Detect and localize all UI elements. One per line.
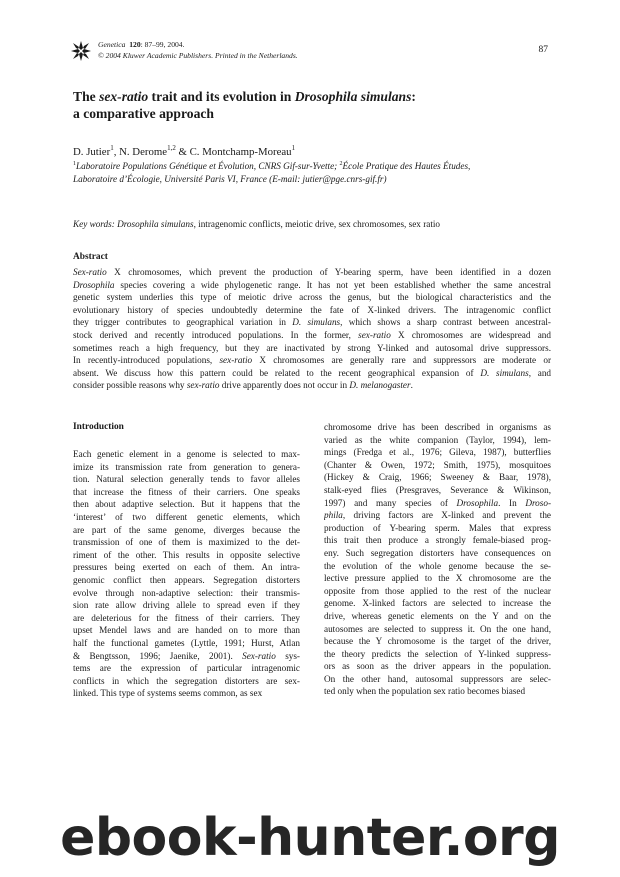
journal-name: Genetica — [98, 40, 126, 49]
text-line: the theory predicts the selection of Y-linked suppress- — [324, 648, 551, 659]
affiliations: $^1$Laboratoire Populations Génétique et Évolution, CNRS Gif-sur-Yvette; $^2$École Pratique des Hautes Études, Laboratoire d’Écologie, Université Paris VI, France (E-mail: jutier@pge.cnrs-gif.fr) — [73, 161, 471, 184]
text-line: varied as the white companion (Taylor, 1994), lem- — [324, 434, 551, 445]
text-line: tion. Natural selection generally tends to favor alleles — [73, 474, 300, 485]
text-line: half the functional gametes (Lyttle, 1991; Hurst, Atlan — [73, 637, 300, 648]
text-line: autosomes are selected to suppress it. On the one hand, — [324, 623, 551, 634]
introduction-heading: Introduction — [73, 422, 124, 432]
text-line: they trigger contributes to geographical variation in D. simulans, which shows a sharp contrast between ancestral- — [73, 317, 551, 328]
text-line: are deleterious for the fitness of their carriers. They — [73, 612, 300, 623]
publisher-logo-icon — [70, 40, 92, 62]
text-line: Drosophila species covering a wide phylogenetic range. It has not yet been established whether the same ancestral — [73, 279, 551, 290]
text-line: the evolution of the whole genome because the se- — [324, 560, 551, 571]
journal-pages: : 87–99, 2004. — [140, 40, 185, 49]
text-line: riment of the other. This results in opposite selective — [73, 549, 300, 560]
text-line: ted only when the population sex ratio becomes biased — [324, 686, 526, 697]
text-line: genomic conflict then appears. Segregation distorters — [73, 574, 300, 585]
text-line: ors as soon as the driver appears in the population. — [324, 661, 551, 672]
introduction-left-column — [73, 448, 300, 700]
text-line: On the other hand, autosomal suppressors are selec- — [324, 673, 551, 684]
article-title: The sex-ratio trait and its evolution in Drosophila simulans: a comparative approach — [73, 89, 416, 121]
text-line: Sex-ratio X chromosomes, which prevent the production of Y-bearing sperm, have been identified in a dozen — [73, 267, 551, 277]
text-line: 1997) and many species of Drosophila. In Droso- — [324, 497, 551, 508]
text-line: sometimes reach a high frequency, but they are inactivated by strong Y-linked and autosomal drive suppressors. — [73, 342, 551, 353]
text-line: genetic system underlies this type of meiotic drive across the genus, but the biological characteristics and the — [73, 292, 551, 303]
author-list: D. Jutier$^1$, N. Derome$^{1,2}$ & C. Montchamp-Moreau$^1$ — [73, 144, 296, 158]
text-line: because the Y chromosome is the target of the driver, — [324, 636, 551, 647]
watermark-text: ebook-hunter.org — [60, 808, 560, 868]
text-line: genome. X-linked factors are selected to increase the — [324, 598, 551, 609]
text-line: tems are the expression of particular intragenomic — [73, 663, 300, 674]
text-line: eny. Such segregation distorters have consequences on — [324, 547, 551, 558]
text-line: then about adaptive selection. But it happens that the — [73, 499, 300, 510]
text-line: mings (Fredga et al., 1976; Gileva, 1987), butterflies — [324, 447, 551, 458]
keywords: Key words: Drosophila simulans, intragenomic conflicts, meiotic drive, sex chromosomes, sex ratio — [73, 219, 441, 229]
copyright-line: © 2004 Kluwer Academic Publishers. Printed in the Netherlands. — [98, 50, 298, 60]
text-line: are part of the same genome, diverges because the — [73, 524, 300, 535]
text-line: phila, driving factors are X-linked and prevent the — [324, 510, 551, 521]
text-line: pressures being exerted on each of them. An intra- — [73, 562, 300, 573]
text-line: opposite from those applied to the rest of the nuclear — [324, 585, 551, 596]
abstract-body — [73, 266, 551, 392]
text-line: In recently-introduced populations, sex-ratio X chromosomes are generally rare and suppressors are moderate or — [73, 355, 551, 366]
text-line: that increase the fitness of their carriers. One speaks — [73, 486, 300, 497]
journal-header — [98, 40, 298, 61]
text-line: transmission of one of them is maximized to the det- — [73, 537, 300, 548]
text-line: chromosome drive has been described in organisms as — [324, 422, 551, 432]
text-line: conflicts in which the segregation distorters are sex- — [73, 675, 300, 686]
text-line: linked. This type of systems seems common, as sex — [73, 688, 263, 699]
text-line: & Bengtsson, 1996; Jaenike, 2001). Sex-ratio sys- — [73, 650, 300, 661]
text-line: consider possible reasons why sex-ratio drive apparently does not occur in D. melanogaster. — [73, 380, 413, 391]
text-line: lective pressure applied to the X chromosome are the — [324, 573, 551, 584]
introduction-right-column — [324, 421, 551, 698]
abstract-heading: Abstract — [73, 252, 108, 262]
text-line: (Chanter & Owen, 1972; Smith, 1975), mosquitoes — [324, 459, 551, 470]
text-line: stalk-eyed flies (Presgraves, Severance & Wikinson, — [324, 484, 551, 495]
journal-volume: 120 — [129, 40, 141, 49]
keywords-label: Key words: — [73, 219, 115, 229]
text-line: (Hickey & Craig, 1966; Sweeney & Baar, 1978), — [324, 472, 551, 483]
text-line: ‘interest’ of two different genetic elements, which — [73, 511, 300, 522]
text-line: evolutionary history of species undoubtedly determine the fate of X-linked drivers. The intragenomic conflict — [73, 304, 551, 315]
text-line: stock derived and recently introduced populations. In the former, sex-ratio X chromosomes are widespread and — [73, 329, 551, 340]
page-number: 87 — [538, 45, 548, 55]
text-line: evolve through non-adaptive selection: their transmis- — [73, 587, 300, 598]
text-line: sion rate allow driving allele to spread even if they — [73, 600, 300, 611]
text-line: this trait then produce a strongly female-biased prog- — [324, 535, 551, 546]
text-line: Each genetic element in a genome is selected to max- — [73, 449, 300, 459]
text-line: upset Mendel laws and are handed on to more than — [73, 625, 300, 636]
text-line: absent. We discuss how this pattern could be related to the recent geographical expansion of D. simulans, and — [73, 367, 551, 378]
text-line: imize its transmission rate from generation to genera- — [73, 461, 300, 472]
text-line: drive, whereas genetic elements on the Y and on the — [324, 610, 551, 621]
text-line: production of Y-bearing sperm. Males that express — [324, 522, 551, 533]
